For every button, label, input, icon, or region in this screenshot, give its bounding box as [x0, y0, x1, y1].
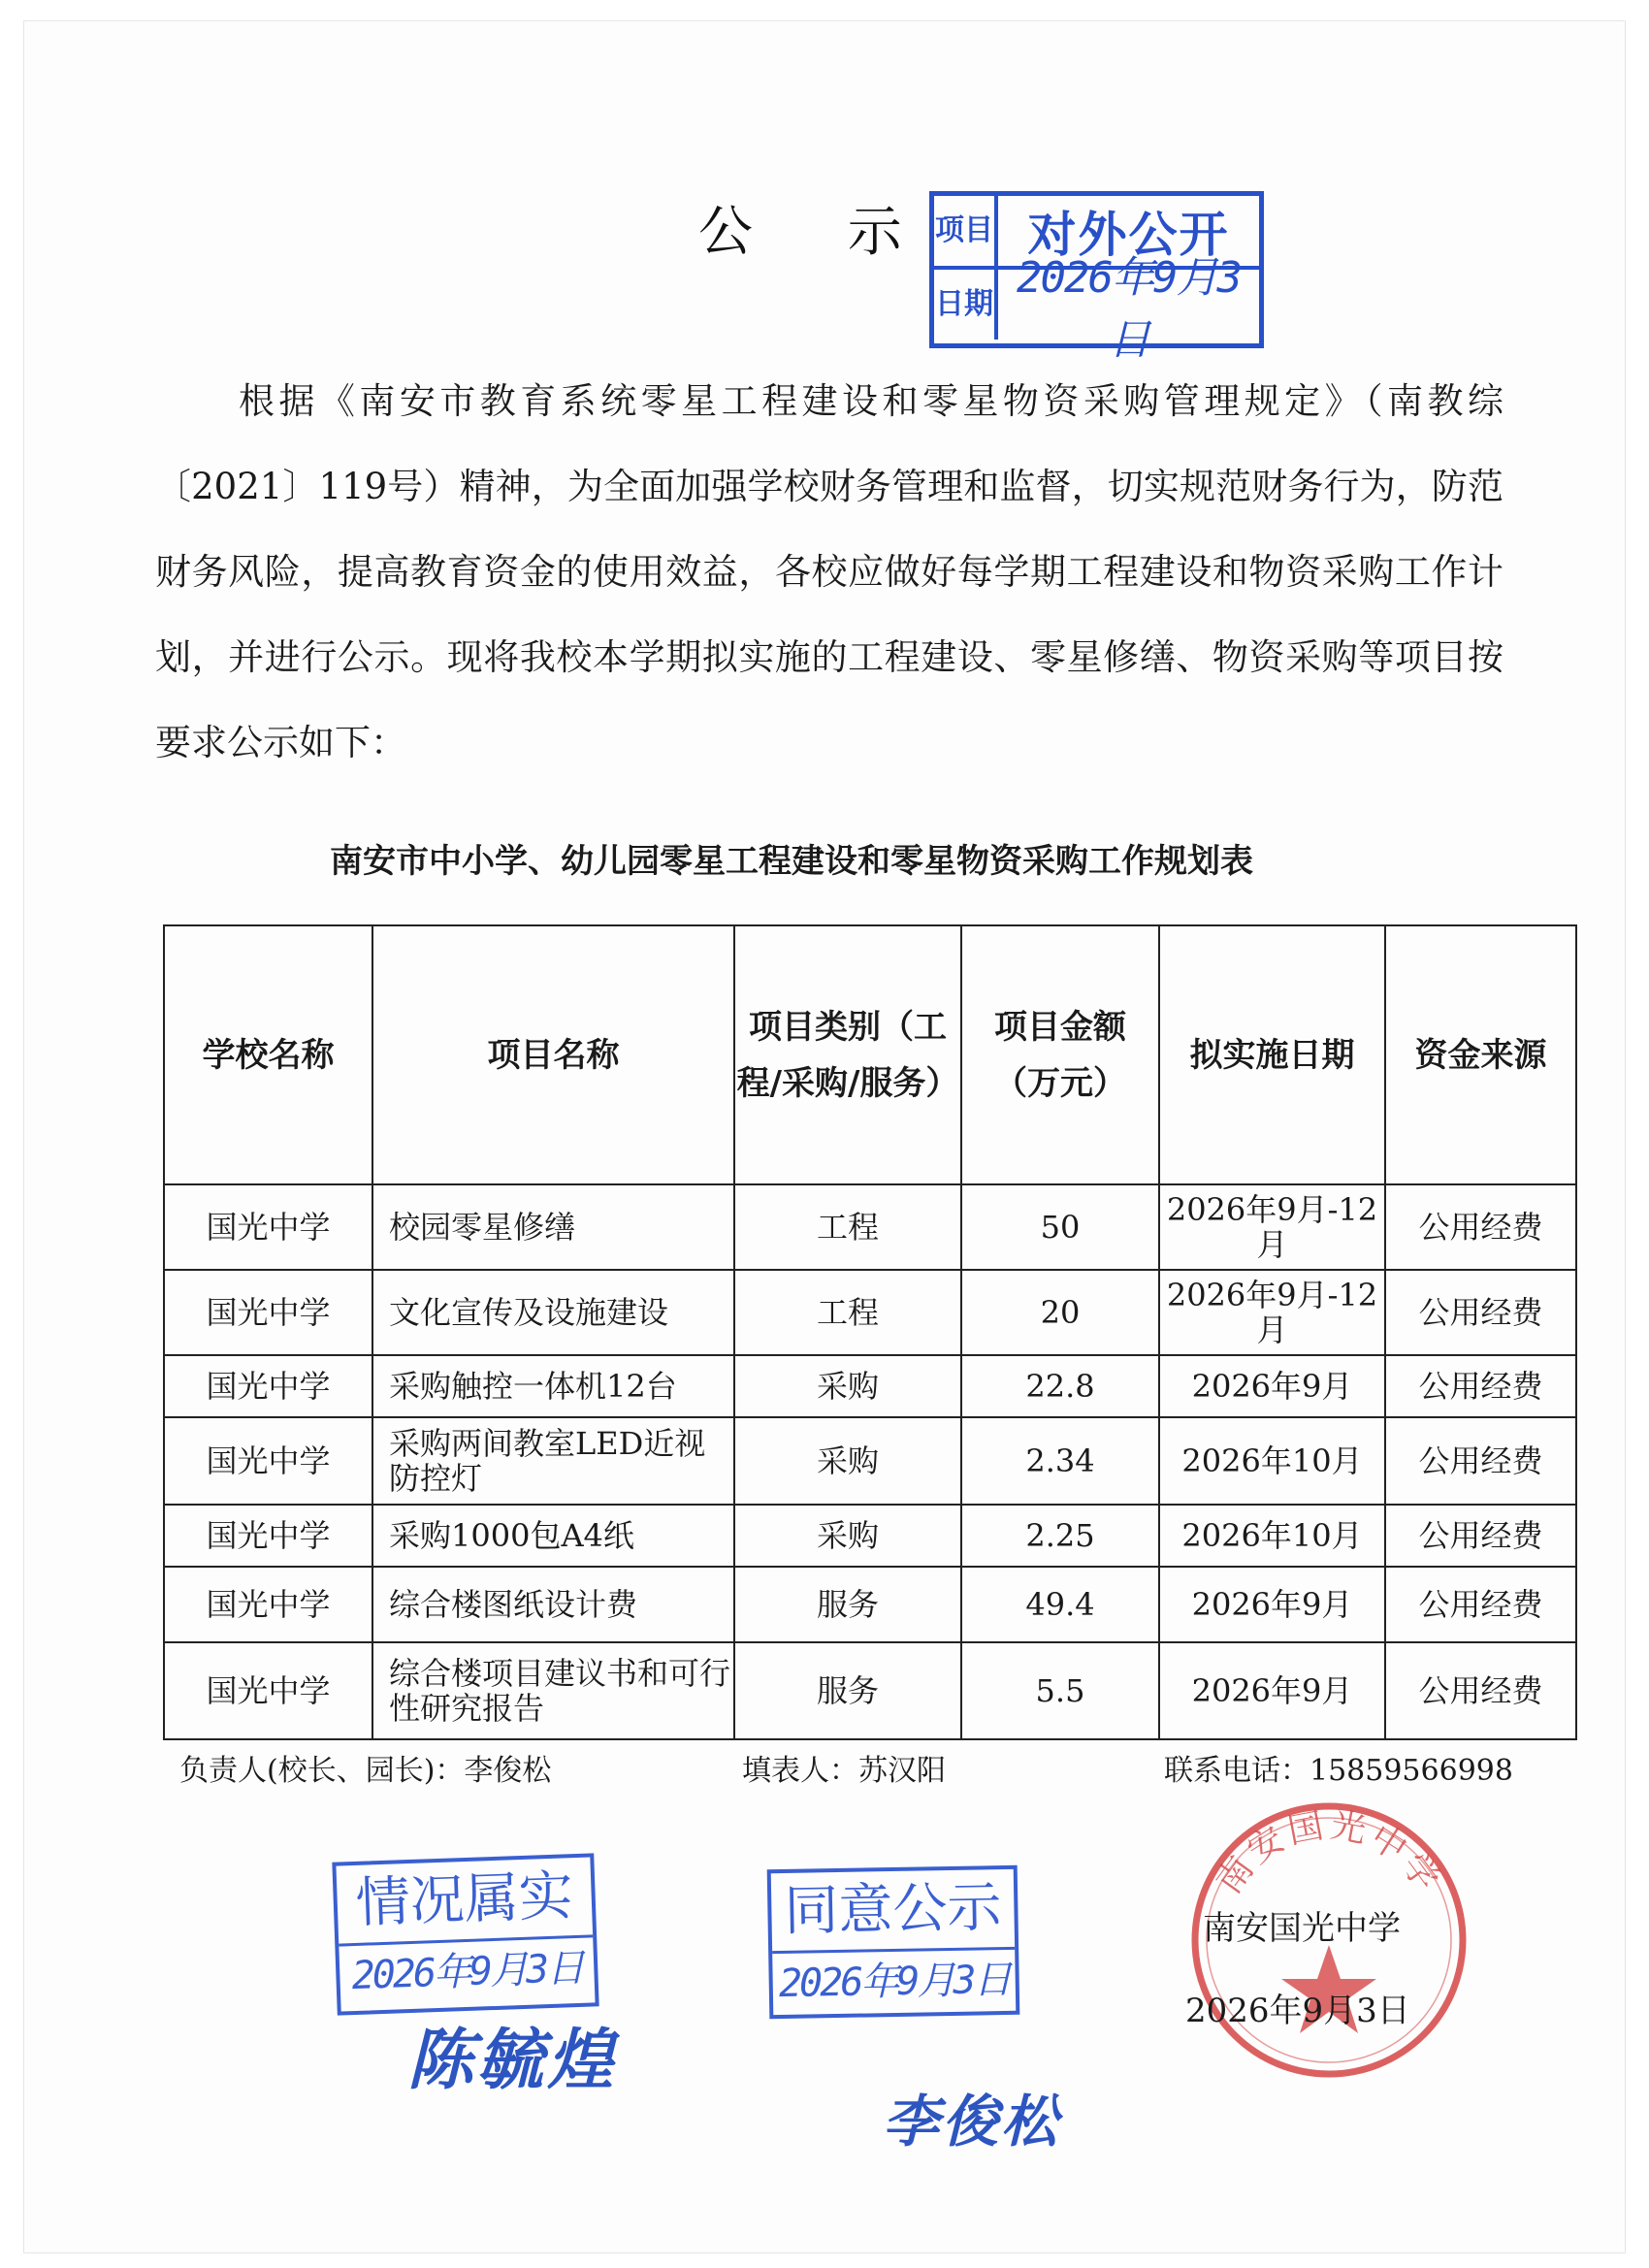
header-school: 学校名称 [164, 925, 372, 1184]
disclosure-stamp [929, 191, 1264, 365]
cell-school: 国光中学 [164, 1567, 372, 1642]
cell-source: 公用经费 [1385, 1184, 1576, 1270]
signature-left: 陈毓煌 [407, 2023, 618, 2099]
table-row [164, 1505, 1576, 1567]
intro-text [155, 359, 1504, 786]
cell-source: 公用经费 [1385, 1270, 1576, 1355]
cell-school: 国光中学 [164, 1184, 372, 1270]
cell-project: 校园零星修缮 [372, 1184, 734, 1270]
cell-category: 工程 [734, 1184, 961, 1270]
stamp-date-label: 日期 [934, 270, 998, 340]
responsible-person: 负责人(校长、园长)：李俊松 [179, 1754, 552, 1788]
cell-source: 公用经费 [1385, 1355, 1576, 1417]
cell-date: 2026年9月 [1159, 1642, 1385, 1739]
cell-amount: 2.25 [961, 1505, 1159, 1567]
cell-source: 公用经费 [1385, 1417, 1576, 1505]
cell-amount: 20 [961, 1270, 1159, 1355]
header-project: 项目名称 [372, 925, 734, 1184]
cell-amount: 50 [961, 1184, 1159, 1270]
cell-project: 文化宣传及设施建设 [372, 1270, 734, 1355]
table-header-row [164, 925, 1576, 1184]
cell-category: 工程 [734, 1270, 961, 1355]
signoff-date: 2026年9月3日 [1185, 1992, 1410, 2030]
cell-category: 采购 [734, 1355, 961, 1417]
cell-school: 国光中学 [164, 1642, 372, 1739]
cell-date: 2026年10月 [1159, 1505, 1385, 1567]
header-amount: 项目金额（万元） [961, 925, 1159, 1184]
approve-stamp-date: 2026年9月3日 [778, 1957, 1010, 2007]
table-row [164, 1417, 1576, 1505]
table-title: 南安市中小学、幼儿园零星工程建设和零星物资采购工作规划表 [330, 842, 1253, 881]
cell-amount: 5.5 [961, 1642, 1159, 1739]
stamp-date-value: 2026年9月3日 [1017, 253, 1241, 365]
procurement-plan-table [163, 924, 1577, 1740]
cell-project: 采购两间教室LED近视防控灯 [372, 1417, 734, 1505]
cell-date: 2026年9月-12月 [1159, 1184, 1385, 1270]
cell-school: 国光中学 [164, 1417, 372, 1505]
cell-date: 2026年10月 [1159, 1417, 1385, 1505]
cell-category: 采购 [734, 1417, 961, 1505]
table-row [164, 1270, 1576, 1355]
cell-project: 综合楼项目建议书和可行性研究报告 [372, 1642, 734, 1739]
table-row [164, 1355, 1576, 1417]
stamp-project-value: 对外公开 [1027, 207, 1230, 263]
intro-paragraph: 根据《南安市教育系统零星工程建设和零星物资采购管理规定》（南教综〔2021〕119号）精神，为全面加强学校财务管理和监督，切实规范财务行为，防范财务风险，提高教育资金的使用效益，各校应做好每学期工程建设和物资采购工作计划，并进行公示。现将我校本学期拟实施的工程建设、零星修缮、物资采购等项目按要求公示如下： [155, 380, 1504, 763]
approve-stamp-text: 同意公示 [771, 1869, 1015, 1954]
cell-project: 综合楼图纸设计费 [372, 1567, 734, 1642]
seal-text: 南安国光中学 [1209, 1805, 1449, 1901]
cell-source: 公用经费 [1385, 1567, 1576, 1642]
verified-stamp [332, 1853, 598, 2015]
contact-phone: 联系电话：15859566998 [1164, 1754, 1513, 1788]
page-title: 公 示 [698, 201, 941, 264]
table-row [164, 1567, 1576, 1642]
header-date: 拟实施日期 [1159, 925, 1385, 1184]
cell-date: 2026年9月 [1159, 1567, 1385, 1642]
stamp-project-label: 项目 [934, 196, 998, 266]
table-row [164, 1184, 1576, 1270]
cell-amount: 22.8 [961, 1355, 1159, 1417]
cell-school: 国光中学 [164, 1505, 372, 1567]
cell-project: 采购1000包A4纸 [372, 1505, 734, 1567]
cell-amount: 2.34 [961, 1417, 1159, 1505]
header-category: 项目类别（工程/采购/服务） [734, 925, 961, 1184]
cell-source: 公用经费 [1385, 1505, 1576, 1567]
cell-date: 2026年9月-12月 [1159, 1270, 1385, 1355]
cell-date: 2026年9月 [1159, 1355, 1385, 1417]
cell-amount: 49.4 [961, 1567, 1159, 1642]
cell-category: 采购 [734, 1505, 961, 1567]
signature-right: 李俊松 [883, 2089, 1061, 2155]
cell-school: 国光中学 [164, 1355, 372, 1417]
signoff-school: 南安国光中学 [1203, 1909, 1401, 1948]
verified-stamp-date: 2026年9月3日 [350, 1945, 583, 1999]
svg-text:南安国光中学 [1209, 1805, 1448, 1901]
form-filler: 填表人：苏汉阳 [742, 1754, 946, 1788]
cell-project: 采购触控一体机12台 [372, 1355, 734, 1417]
cell-category: 服务 [734, 1642, 961, 1739]
cell-source: 公用经费 [1385, 1642, 1576, 1739]
cell-school: 国光中学 [164, 1270, 372, 1355]
table-row [164, 1642, 1576, 1739]
cell-category: 服务 [734, 1567, 961, 1642]
verified-stamp-text: 情况属实 [336, 1857, 593, 1946]
header-source: 资金来源 [1385, 925, 1576, 1184]
approve-stamp [767, 1865, 1020, 2019]
